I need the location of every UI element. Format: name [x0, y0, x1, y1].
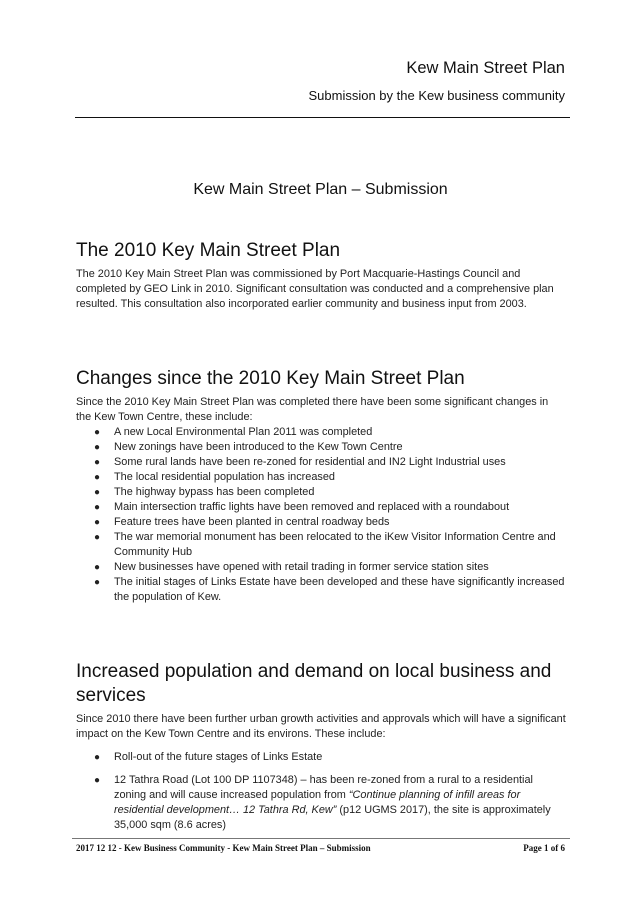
page-number: Page 1 of 6 — [523, 843, 565, 853]
section-paragraph: The 2010 Key Main Street Plan was commissioned by Port Macquarie-Hastings Council and completed by GEO Link in 2010. Significant consultation was conducted and a comprehensive plan resulted. This consultation also incorporated earlier community and business input from 2003. — [76, 268, 554, 310]
list-item: ● Roll-out of the future stages of Links Estate — [94, 751, 323, 763]
list-item: ● The local residential population has increased — [94, 471, 335, 483]
bullet-icon: ● — [94, 577, 101, 588]
bullet-icon: ● — [94, 562, 101, 573]
tathra-text-part1: 12 Tathra Road (Lot 100 DP 1107348) – has been re-zoned from a rural to a residential zoning and will cause increased population from — [114, 774, 533, 801]
list-item: ● A new Local Environmental Plan 2011 was completed — [94, 426, 373, 438]
bullet-icon: ● — [94, 517, 101, 528]
section-heading: Changes since the 2010 Key Main Street Plan — [76, 368, 465, 389]
list-item: ● Some rural lands have been re-zoned for residential and IN2 Light Industrial uses — [94, 456, 506, 468]
bullet-icon: ● — [94, 752, 101, 763]
list-item — [76, 773, 566, 833]
growth-list — [76, 750, 566, 833]
bullet-icon: ● — [94, 487, 101, 498]
bullet-icon: ● — [94, 775, 101, 786]
section-heading: The 2010 Key Main Street Plan — [76, 240, 341, 261]
bullet-icon: ● — [94, 457, 101, 468]
section-2010-plan — [76, 239, 566, 312]
header-divider — [75, 117, 570, 118]
bullet-icon: ● — [94, 442, 101, 453]
list-item: ● The war memorial monument has been relocated to the iKew Visitor Information Centre and Community Hub — [94, 531, 556, 558]
list-item: ● Main intersection traffic lights have been removed and replaced with a roundabout — [94, 501, 510, 513]
bullet-icon: ● — [94, 502, 101, 513]
list-item: ● The initial stages of Links Estate have been developed and these have significantly increased the population of Kew. — [94, 576, 565, 603]
bullet-icon: ● — [94, 427, 101, 438]
section-changes — [76, 367, 566, 605]
footer-document-info: 2017 12 12 - Kew Business Community - Kew Main Street Plan – Submission — [76, 843, 371, 853]
tathra-text-part2: (p12 UGMS 2017), the site is approximately 35,000 sqm (8.6 acres) — [114, 804, 551, 831]
section-paragraph: Since the 2010 Key Main Street Plan was completed there have been some significant changes in the Kew Town Centre, these include: — [76, 396, 549, 423]
section-paragraph: Since 2010 there have been further urban growth activities and approvals which will have a significant impact on the Kew Town Centre and its environs. These include: — [76, 713, 566, 740]
list-item: ● New zonings have been introduced to the Kew Town Centre — [94, 441, 403, 453]
footer-divider — [72, 838, 570, 839]
list-item: ● The highway bypass has been completed — [94, 486, 315, 498]
changes-list — [76, 425, 566, 605]
ugms-quote: “Continue planning of infill areas for residential development… 12 Tathra Rd, Kew” — [114, 789, 521, 816]
document-title: Kew Main Street Plan – Submission — [193, 181, 448, 198]
section-heading: Increased population and demand on local business and services — [76, 661, 552, 706]
section-population — [76, 660, 566, 841]
list-item: ● Feature trees have been planted in central roadway beds — [94, 516, 390, 528]
bullet-icon: ● — [94, 532, 101, 543]
header-subtitle: Submission by the Kew business community — [308, 88, 565, 103]
list-item: ● New businesses have opened with retail trading in former service station sites — [94, 561, 489, 573]
header-title: Kew Main Street Plan — [406, 59, 565, 77]
bullet-icon: ● — [94, 472, 101, 483]
